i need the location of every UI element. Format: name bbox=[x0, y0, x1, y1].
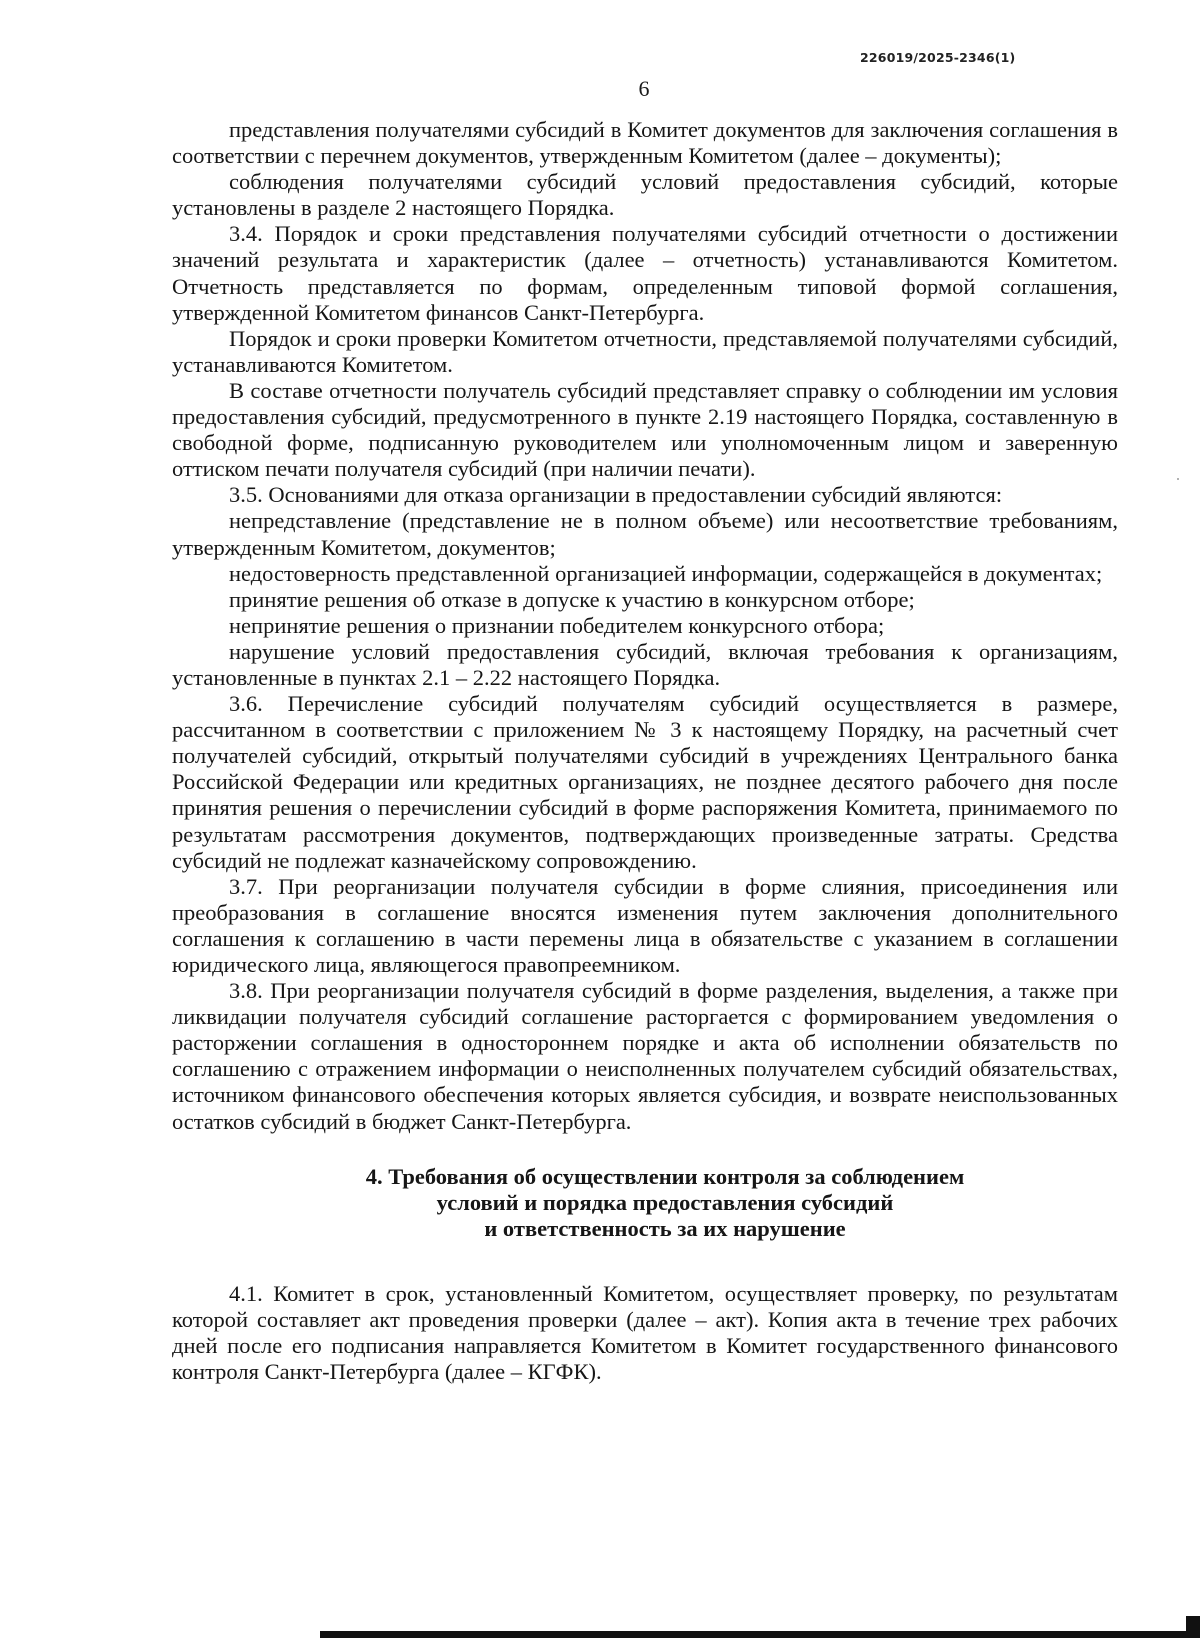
page-number: 6 bbox=[638, 76, 650, 101]
paragraph-4-1: 4.1. Комитет в срок, установленный Комитетом, осуществляет проверку, по результатам которой составляет акт проведения проверки (далее – акт). Копия акта в течение трех рабочих дней после его подписания направляется Комитетом в Комитет государственного финансового контроля Санкт-Петербурга (далее – КГФК). bbox=[172, 1280, 1118, 1384]
section-heading-line: и ответственность за их нарушение bbox=[484, 1215, 846, 1241]
paragraph-3-8: 3.8. При реорганизации получателя субсидий в форме разделения, выделения, а также при ликвидации получателя субсидий соглашение расторгается с формированием уведомления о расторжении соглашения в одностороннем порядке и акта об исполнении обязательств по соглашению с отражением информации о неисполненных получателем субсидий обязательствах, источником финансового обеспечения которых является субсидия, и возврате неиспользованных остатков субсидий в бюджет Санкт-Петербурга. bbox=[172, 978, 1118, 1134]
paragraph: представления получателями субсидий в Комитет документов для заключения соглашения в соответствии с перечнем документов, утвержденным Комитетом (далее – документы); bbox=[172, 117, 1118, 169]
paragraph: Порядок и сроки проверки Комитетом отчетности, представляемой получателями субсидий, устанавливаются Комитетом. bbox=[172, 325, 1118, 377]
scan-border bbox=[320, 1631, 1200, 1638]
scan-border-corner bbox=[1186, 1616, 1200, 1638]
paragraph-3-7: 3.7. При реорганизации получателя субсидии в форме слияния, присоединения или преобразования в соглашение вносятся изменения путем заключения дополнительного соглашения к соглашению в части перемены лица в обязательстве с указанием в соглашении юридического лица, являющегося правопреемником. bbox=[172, 873, 1118, 977]
paragraph: непринятие решения о признании победителем конкурсного отбора; bbox=[229, 612, 885, 638]
document-body bbox=[172, 117, 1118, 1385]
paragraph: недостоверность представленной организацией информации, содержащейся в документах; bbox=[229, 560, 1103, 586]
paragraph: нарушение условий предоставления субсидий, включая требования к организациям, установленные в пунктах 2.1 – 2.22 настоящего Порядка. bbox=[172, 638, 1118, 690]
paragraph-3-6: 3.6. Перечисление субсидий получателям субсидий осуществляется в размере, рассчитанном в соответствии с приложением № 3 к настоящему Порядку, на расчетный счет получателей субсидий, открытый получателями субсидий в учреждениях Центрального банка Российской Федерации или кредитных организациях, не позднее десятого рабочего дня после принятия решения о перечислении субсидий в форме распоряжения Комитета, принимаемого по результатам рассмотрения документов, подтверждающих произведенные затраты. Средства субсидий не подлежат казначейскому сопровождению. bbox=[172, 691, 1118, 873]
paragraph-3-4: 3.4. Порядок и сроки представления получателями субсидий отчетности о достижении значений результата и характеристик (далее – отчетность) устанавливаются Комитетом. Отчетность представляется по формам, определенным типовой формой соглашения, утвержденной Комитетом финансов Санкт-Петербурга. bbox=[172, 221, 1118, 325]
paragraph-3-5: 3.5. Основаниями для отказа организации в предоставлении субсидий являются: bbox=[229, 482, 1003, 508]
paragraph: непредставление (представление не в полном объеме) или несоответствие требованиям, утвержденным Комитетом, документов; bbox=[172, 508, 1118, 560]
section-heading-line: условий и порядка предоставления субсидий bbox=[436, 1189, 894, 1215]
section-heading bbox=[172, 1164, 1118, 1242]
paragraph: соблюдения получателями субсидий условий предоставления субсидий, которые установлены в разделе 2 настоящего Порядка. bbox=[172, 169, 1118, 221]
paragraph: принятие решения об отказе в допуске к участию в конкурсном отборе; bbox=[229, 586, 915, 612]
section-heading-line: 4. Требования об осуществлении контроля за соблюдением bbox=[365, 1163, 965, 1189]
paragraph: В составе отчетности получатель субсидий представляет справку о соблюдении им условия предоставления субсидий, предусмотренного в пункте 2.19 настоящего Порядка, составленную в свободной форме, подписанную руководителем или уполномоченным лицом и заверенную оттиском печати получателя субсидий (при наличии печати). bbox=[172, 377, 1118, 482]
document-number: 226019/2025-2346(1) bbox=[860, 50, 1016, 65]
scan-speck bbox=[1177, 478, 1179, 480]
